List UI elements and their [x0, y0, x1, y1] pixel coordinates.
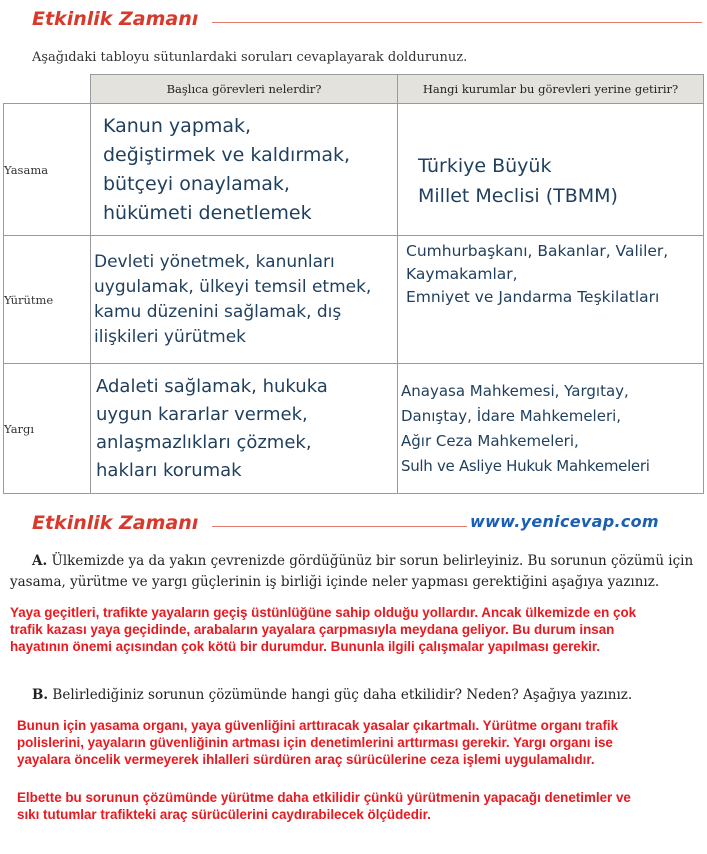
row-label: Yargı — [4, 364, 91, 494]
question-a-text: Ülkemizde ya da yakın çevrenizde gördüğünüz bir sorun belirleyiniz. Bu sorunun çözümü için yasama, yürütme ve yargı güçlerinin iş birliği içinde neler yapması gerektiğini aşağıya yazınız. — [10, 553, 694, 590]
institution-line: Sulh ve Asliye Hukuk Mahkemeleri — [401, 456, 650, 475]
duty-line: uygun kararlar vermek, — [96, 403, 308, 425]
duty-line: uygulamak, ülkeyi temsil etmek, — [94, 276, 372, 297]
powers-table — [3, 74, 704, 494]
institution-line: Danıştay, İdare Mahkemeleri, — [401, 406, 622, 425]
section-title-2: Etkinlik Zamanı — [32, 512, 199, 534]
duties-cell — [91, 364, 398, 494]
duty-line: kamu düzenini sağlamak, dış — [94, 301, 342, 322]
table-corner — [4, 75, 91, 104]
institution-line: Cumhurbaşkanı, Bakanlar, Valiler, — [406, 242, 669, 260]
table-row-yasama — [4, 104, 704, 236]
table-header-row — [4, 75, 704, 104]
duty-line: anlaşmazlıkları çözmek, — [96, 431, 312, 453]
institutions-cell — [398, 364, 704, 494]
question-b-letter: B. — [32, 687, 49, 703]
duties-cell — [91, 104, 398, 236]
institution-line: Anayasa Mahkemesi, Yargıtay, — [401, 381, 629, 400]
institutions-cell — [398, 104, 704, 236]
answer-line: Elbette bu sorunun çözümünde yürütme daha etkilidir çünkü yürütmenin yapacağı denetimler ve — [17, 790, 631, 805]
answer-line: trafik kazası yaya geçidinde, arabaların yayalara çarpmasıyla meydana geliyor. Bu durum insan — [10, 622, 615, 637]
institution-line: Kaymakamlar, — [406, 265, 518, 283]
question-a — [10, 551, 704, 593]
instruction-text: Aşağıdaki tabloyu sütunlardaki soruları cevaplayarak doldurunuz. — [32, 50, 468, 65]
duty-line: Devleti yönetmek, kanunları — [94, 251, 335, 272]
section-rule-2 — [212, 526, 467, 527]
institution-line: Türkiye Büyük — [418, 154, 552, 177]
answer-line: sıkı tutumlar trafikteki araç sürücülerini caydırabilecek ölçüdedir. — [17, 807, 431, 822]
question-a-letter: A. — [32, 553, 48, 569]
answer-line: Yaya geçitleri, trafikte yayaların geçiş üstünlüğüne sahip olduğu yollardır. Ancak ülkemizde en çok — [10, 605, 637, 620]
answer-line: Bunun için yasama organı, yaya güvenliğini arttıracak yasalar çıkartmalı. Yürütme organı trafik — [17, 718, 619, 733]
institution-line: Millet Meclisi (TBMM) — [418, 184, 618, 207]
institutions-cell — [398, 236, 704, 364]
duty-line: hükümeti denetlemek — [103, 201, 312, 224]
answer-a — [10, 604, 636, 655]
duty-line: bütçeyi onaylamak, — [103, 172, 290, 195]
duty-line: hakları korumak — [96, 459, 242, 481]
duty-line: değiştirmek ve kaldırmak, — [103, 143, 351, 166]
table-row-yurutme — [4, 236, 704, 364]
header-duties: Başlıca görevleri nelerdir? — [91, 75, 398, 104]
institution-line: Ağır Ceza Mahkemeleri, — [401, 431, 579, 450]
section-header-1 — [0, 8, 707, 34]
section-title-1: Etkinlik Zamanı — [32, 8, 199, 30]
duty-line: ilişkileri yürütmek — [94, 326, 247, 347]
question-b — [32, 685, 702, 706]
duty-line: Kanun yapmak, — [103, 114, 252, 137]
institution-line: Emniyet ve Jandarma Teşkilatları — [406, 288, 660, 306]
table-row-yargi — [4, 364, 704, 494]
row-label: Yasama — [4, 104, 91, 236]
row-label: Yürütme — [4, 236, 91, 364]
question-b-text: Belirlediğiniz sorunun çözümünde hangi güç daha etkilidir? Neden? Aşağıya yazınız. — [52, 687, 633, 703]
site-watermark-link[interactable]: www.yenicevap.com — [470, 512, 659, 531]
answer-b-part-1 — [17, 717, 618, 768]
section-header-2 — [0, 512, 707, 538]
answer-line: polislerini, yayaların güvenliğinin artması için denetimlerini arttırması gerekir. Yargı organı ise — [17, 735, 613, 750]
answer-b-part-2 — [17, 789, 631, 823]
section-rule-1 — [212, 22, 702, 23]
duty-line: Adaleti sağlamak, hukuka — [96, 375, 328, 397]
answer-line: yayalara öncelik vermeyerek ihlalleri sürdüren araç sürücülerine ceza işlemi uygulamalıdır. — [17, 752, 595, 767]
answer-line: hayatının önemi açısından çok kötü bir durumdur. Bununla ilgili çalışmalar yapılması gerekir. — [10, 639, 601, 654]
header-institutions: Hangi kurumlar bu görevleri yerine getirir? — [398, 75, 704, 104]
duties-cell — [91, 236, 398, 364]
